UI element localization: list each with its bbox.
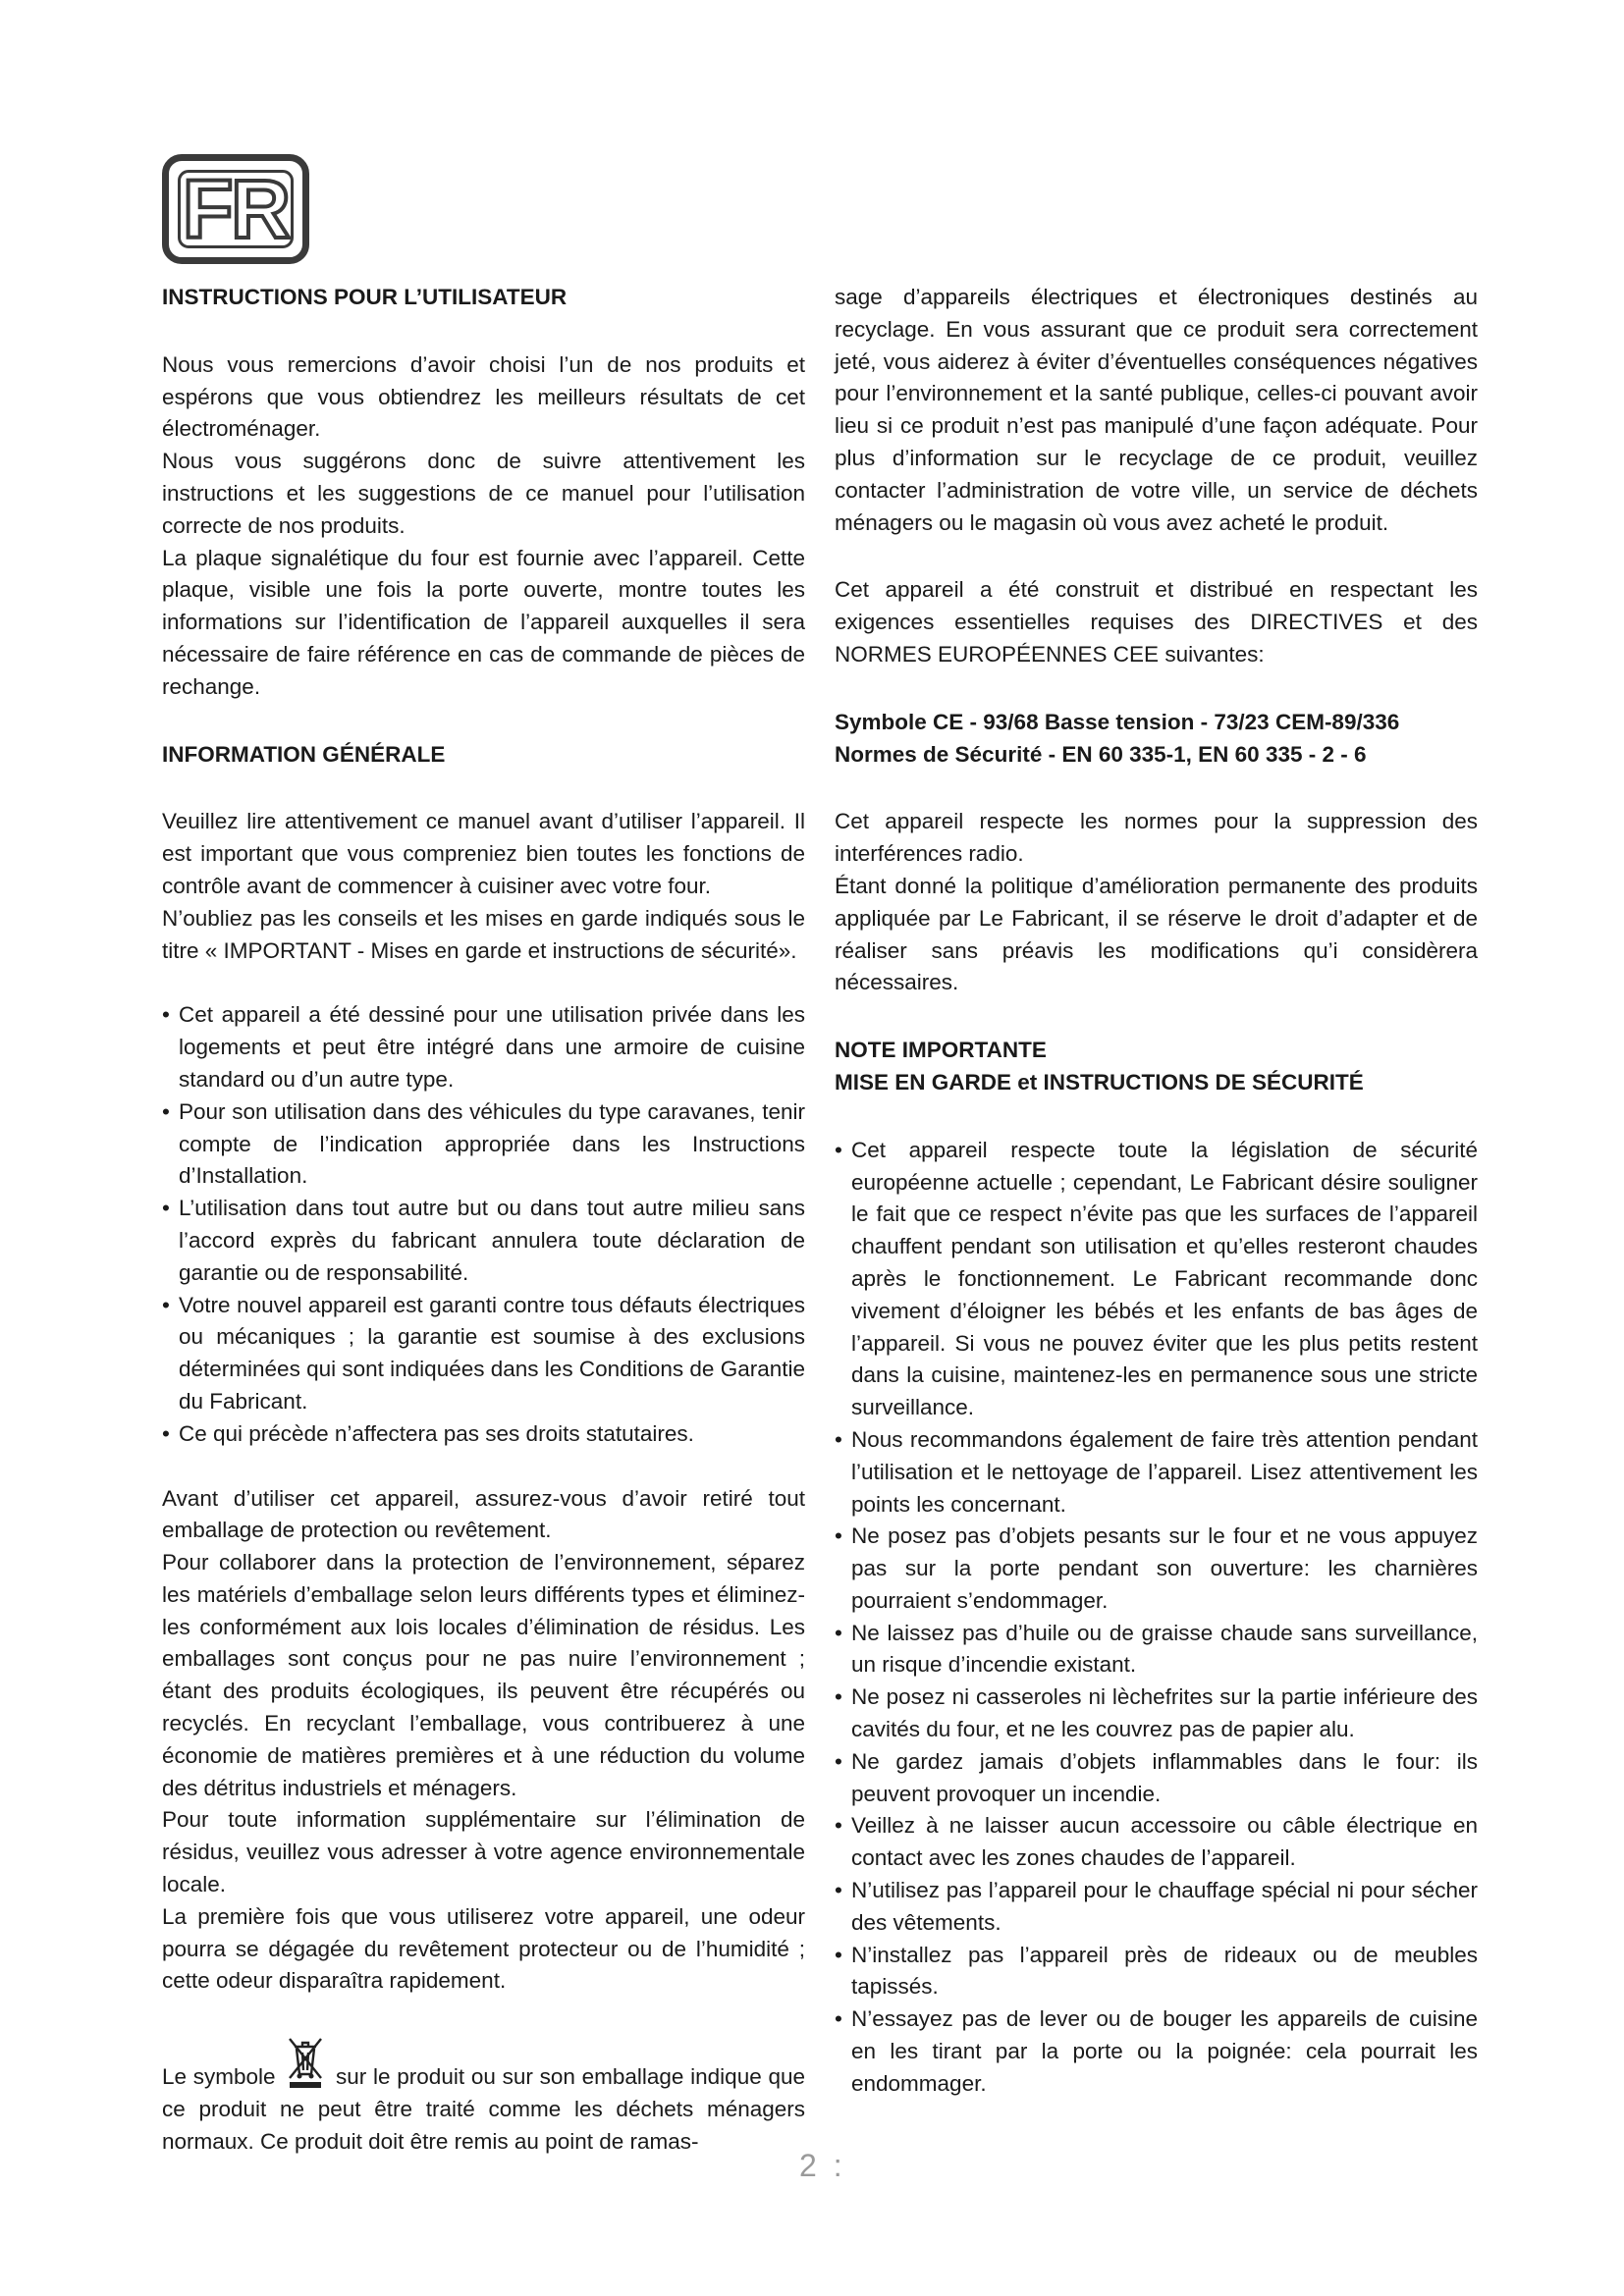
right-column xyxy=(835,282,1478,2101)
left-column xyxy=(162,282,805,2159)
list-item: • Cet appareil a été dessiné pour une utilisation privée dans les logements et peut être intégré dans une armoire de cuisine standard ou d’un autre type. xyxy=(162,999,805,1095)
list-item: • N’utilisez pas l’appareil pour le chauffage spécial ni pour sécher des vêtements. xyxy=(835,1875,1478,1940)
safety-standards-line: Normes de Sécurité - EN 60 335-1, EN 60 335 - 2 - 6 xyxy=(835,741,1367,767)
language-badge-fr xyxy=(162,154,309,264)
usage-bullet-list xyxy=(162,999,805,1450)
badge-label: FR xyxy=(183,163,289,255)
paragraph-environment: Pour collaborer dans la protection de l’environnement, séparez les matériels d’emballage selon leurs différents types et éliminez-les conformément aux lois locales d’élimination de résidus. Les emballages sont conçus pour ne pas nuire l’environnement ; étant des produits écologiques, ils peuvent être récupérés ou recyclés. En recyclant l’emballage, vous contribuerez à une économie de matières premières et à une réduction du volume des détritus industriels et ménagers. xyxy=(162,1550,805,1800)
paragraph-first-use-odour: La première fois que vous utiliserez votre appareil, une odeur pourra se dégagée du revêtement protecteur ou de l’humidité ; cette odeur disparaîtra rapidement. xyxy=(162,1903,805,1994)
list-item: • Pour son utilisation dans des véhicules du type caravanes, tenir compte de l’indication appropriée dans les Instructions d’Installation. xyxy=(162,1096,805,1193)
page-number: 2 : xyxy=(799,2148,846,2183)
safety-bullet-list xyxy=(835,1135,1478,2101)
paragraph-packaging: Avant d’utiliser cet appareil, assurez-vous d’avoir retiré tout emballage de protection ou revêtement. xyxy=(162,1485,805,1543)
paragraph-read-manual: Veuillez lire attentivement ce manuel avant d’utiliser l’appareil. Il est important que vous compreniez bien toutes les fonctions de contrôle avant de commencer à cuisiner avec votre four. xyxy=(162,809,805,898)
weee-text-before: Le symbole xyxy=(162,2064,283,2090)
weee-crossed-bin-icon xyxy=(286,2033,325,2090)
list-item: • Votre nouvel appareil est garanti contre tous défauts électriques ou mécaniques ; la garantie est soumise à des exclusions déterminées qui sont indiquées dans les Conditions de Garantie du Fabricant. xyxy=(162,1290,805,1418)
paragraph-rating-plate: La plaque signalétique du four est fournie avec l’appareil. Cette plaque, visible une fois la porte ouverte, montre toutes les informations sur l’identification de l’appareil auxquelles il sera nécessaire de faire référence en cas de commande de pièces de rechange. xyxy=(162,545,805,699)
paragraph-thanks: Nous vous remercions d’avoir choisi l’un de nos produits et espérons que vous obtiendrez les meilleurs résultats de cet électroménager. xyxy=(162,351,805,442)
paragraph-waste-info: Pour toute information supplémentaire sur l’élimination de résidus, veuillez vous adresser à votre agence environnementale locale. xyxy=(162,1807,805,1897)
list-item: • Nous recommandons également de faire très attention pendant l’utilisation et le nettoyage de l’appareil. Lisez attentivement les points les concernant. xyxy=(835,1424,1478,1521)
list-item: • Ne posez pas d’objets pesants sur le four et ne vous appuyez pas sur la porte pendant son ouverture: les charnières pourraient s’endommager. xyxy=(835,1521,1478,1617)
heading-general-info: INFORMATION GÉNÉRALE xyxy=(162,741,446,767)
paragraph-recycling: sage d’appareils électriques et électroniques destinés au recyclage. En vous assurant que ce produit sera correctement jeté, vous aiderez à éviter d’éventuelles conséquences négatives pour l’environnement et la santé publique, celles-ci pouvant avoir lieu si ce produit n’est pas manipulé d’une façon adéquate. Pour plus d’information sur le recyclage de ce produit, veuillez contacter l’administration de votre ville, un service de déchets ménagers ou le magasin où vous avez acheté le produit. xyxy=(835,285,1478,535)
list-item: • N’installez pas l’appareil près de rideaux ou de meubles tapissés. xyxy=(835,1940,1478,2004)
paragraph-improvement-policy: Étant donné la politique d’amélioration permanente des produits appliquée par Le Fabricant, il se réserve le droit d’adapter et de réaliser sans préavis les modifications qu’i considèrera nécessaires. xyxy=(835,873,1478,995)
list-item: • Ne gardez jamais d’objets inflammables dans le four: ils peuvent provoquer un incendie. xyxy=(835,1746,1478,1811)
paragraph-directives: Cet appareil a été construit et distribué en respectant les exigences essentielles requises des DIRECTIVES et des NORMES EUROPÉENNES CEE suivantes: xyxy=(835,577,1478,667)
weee-text-after: sur le produit ou sur son emballage indique que ce produit ne peut être traité comme les déchets ménagers normaux. Ce produit doit être remis au point de ramas- xyxy=(162,2064,806,2154)
list-item: • Veillez à ne laisser aucun accessoire ou câble électrique en contact avec les zones chaudes de l’appareil. xyxy=(835,1810,1478,1875)
list-item: • Cet appareil respecte toute la législation de sécurité européenne actuelle ; cependant, Le Fabricant désire souligner le fait que ce respect n’évite pas que les surfaces de l’appareil chauffent pendant son utilisation et qu’elles resteront chaudes après le fonctionnement. Le Fabricant recommande donc vivement d’éloigner les bébés et les enfants de bas âges de l’appareil. Si vous ne pouvez éviter que les plus petits restent dans la cuisine, maintenez-les en permanence sous une stricte surveillance. xyxy=(835,1135,1478,1424)
paragraph-radio-interference: Cet appareil respecte les normes pour la suppression des interférences radio. xyxy=(835,809,1478,867)
paragraph-suggestions: Nous vous suggérons donc de suivre attentivement les instructions et les suggestions de ce manuel pour l’utilisation correcte de nos produits. xyxy=(162,449,805,538)
ce-symbol-line: Symbole CE - 93/68 Basse tension - 73/23 CEM-89/336 xyxy=(835,709,1400,734)
list-item: • Ne posez ni casseroles ni lèchefrites sur la partie inférieure des cavités du four, et ne les couvrez pas de papier alu. xyxy=(835,1682,1478,1746)
list-item: • L’utilisation dans tout autre but ou dans tout autre milieu sans l’accord exprès du fabricant annulera toute déclaration de garantie ou de responsabilité. xyxy=(162,1193,805,1289)
list-item: • Ce qui précède n’affectera pas ses droits statutaires. xyxy=(162,1418,805,1451)
paragraph-advice: N’oubliez pas les conseils et les mises en garde indiqués sous le titre « IMPORTANT - Mises en garde et instructions de sécurité». xyxy=(162,905,805,963)
list-item: • Ne laissez pas d’huile ou de graisse chaude sans surveillance, un risque d’incendie existant. xyxy=(835,1618,1478,1682)
heading-instructions: INSTRUCTIONS POUR L’UTILISATEUR xyxy=(162,285,568,309)
list-item: • N’essayez pas de lever ou de bouger les appareils de cuisine en les tirant par la porte ou la poignée: cela pourrait les endommager. xyxy=(835,2003,1478,2100)
paragraph-weee-symbol xyxy=(162,2033,805,2158)
heading-important-note: NOTE IMPORTANTE xyxy=(835,1038,1047,1063)
heading-safety-warnings: MISE EN GARDE et INSTRUCTIONS DE SÉCURITÉ xyxy=(835,1069,1364,1095)
